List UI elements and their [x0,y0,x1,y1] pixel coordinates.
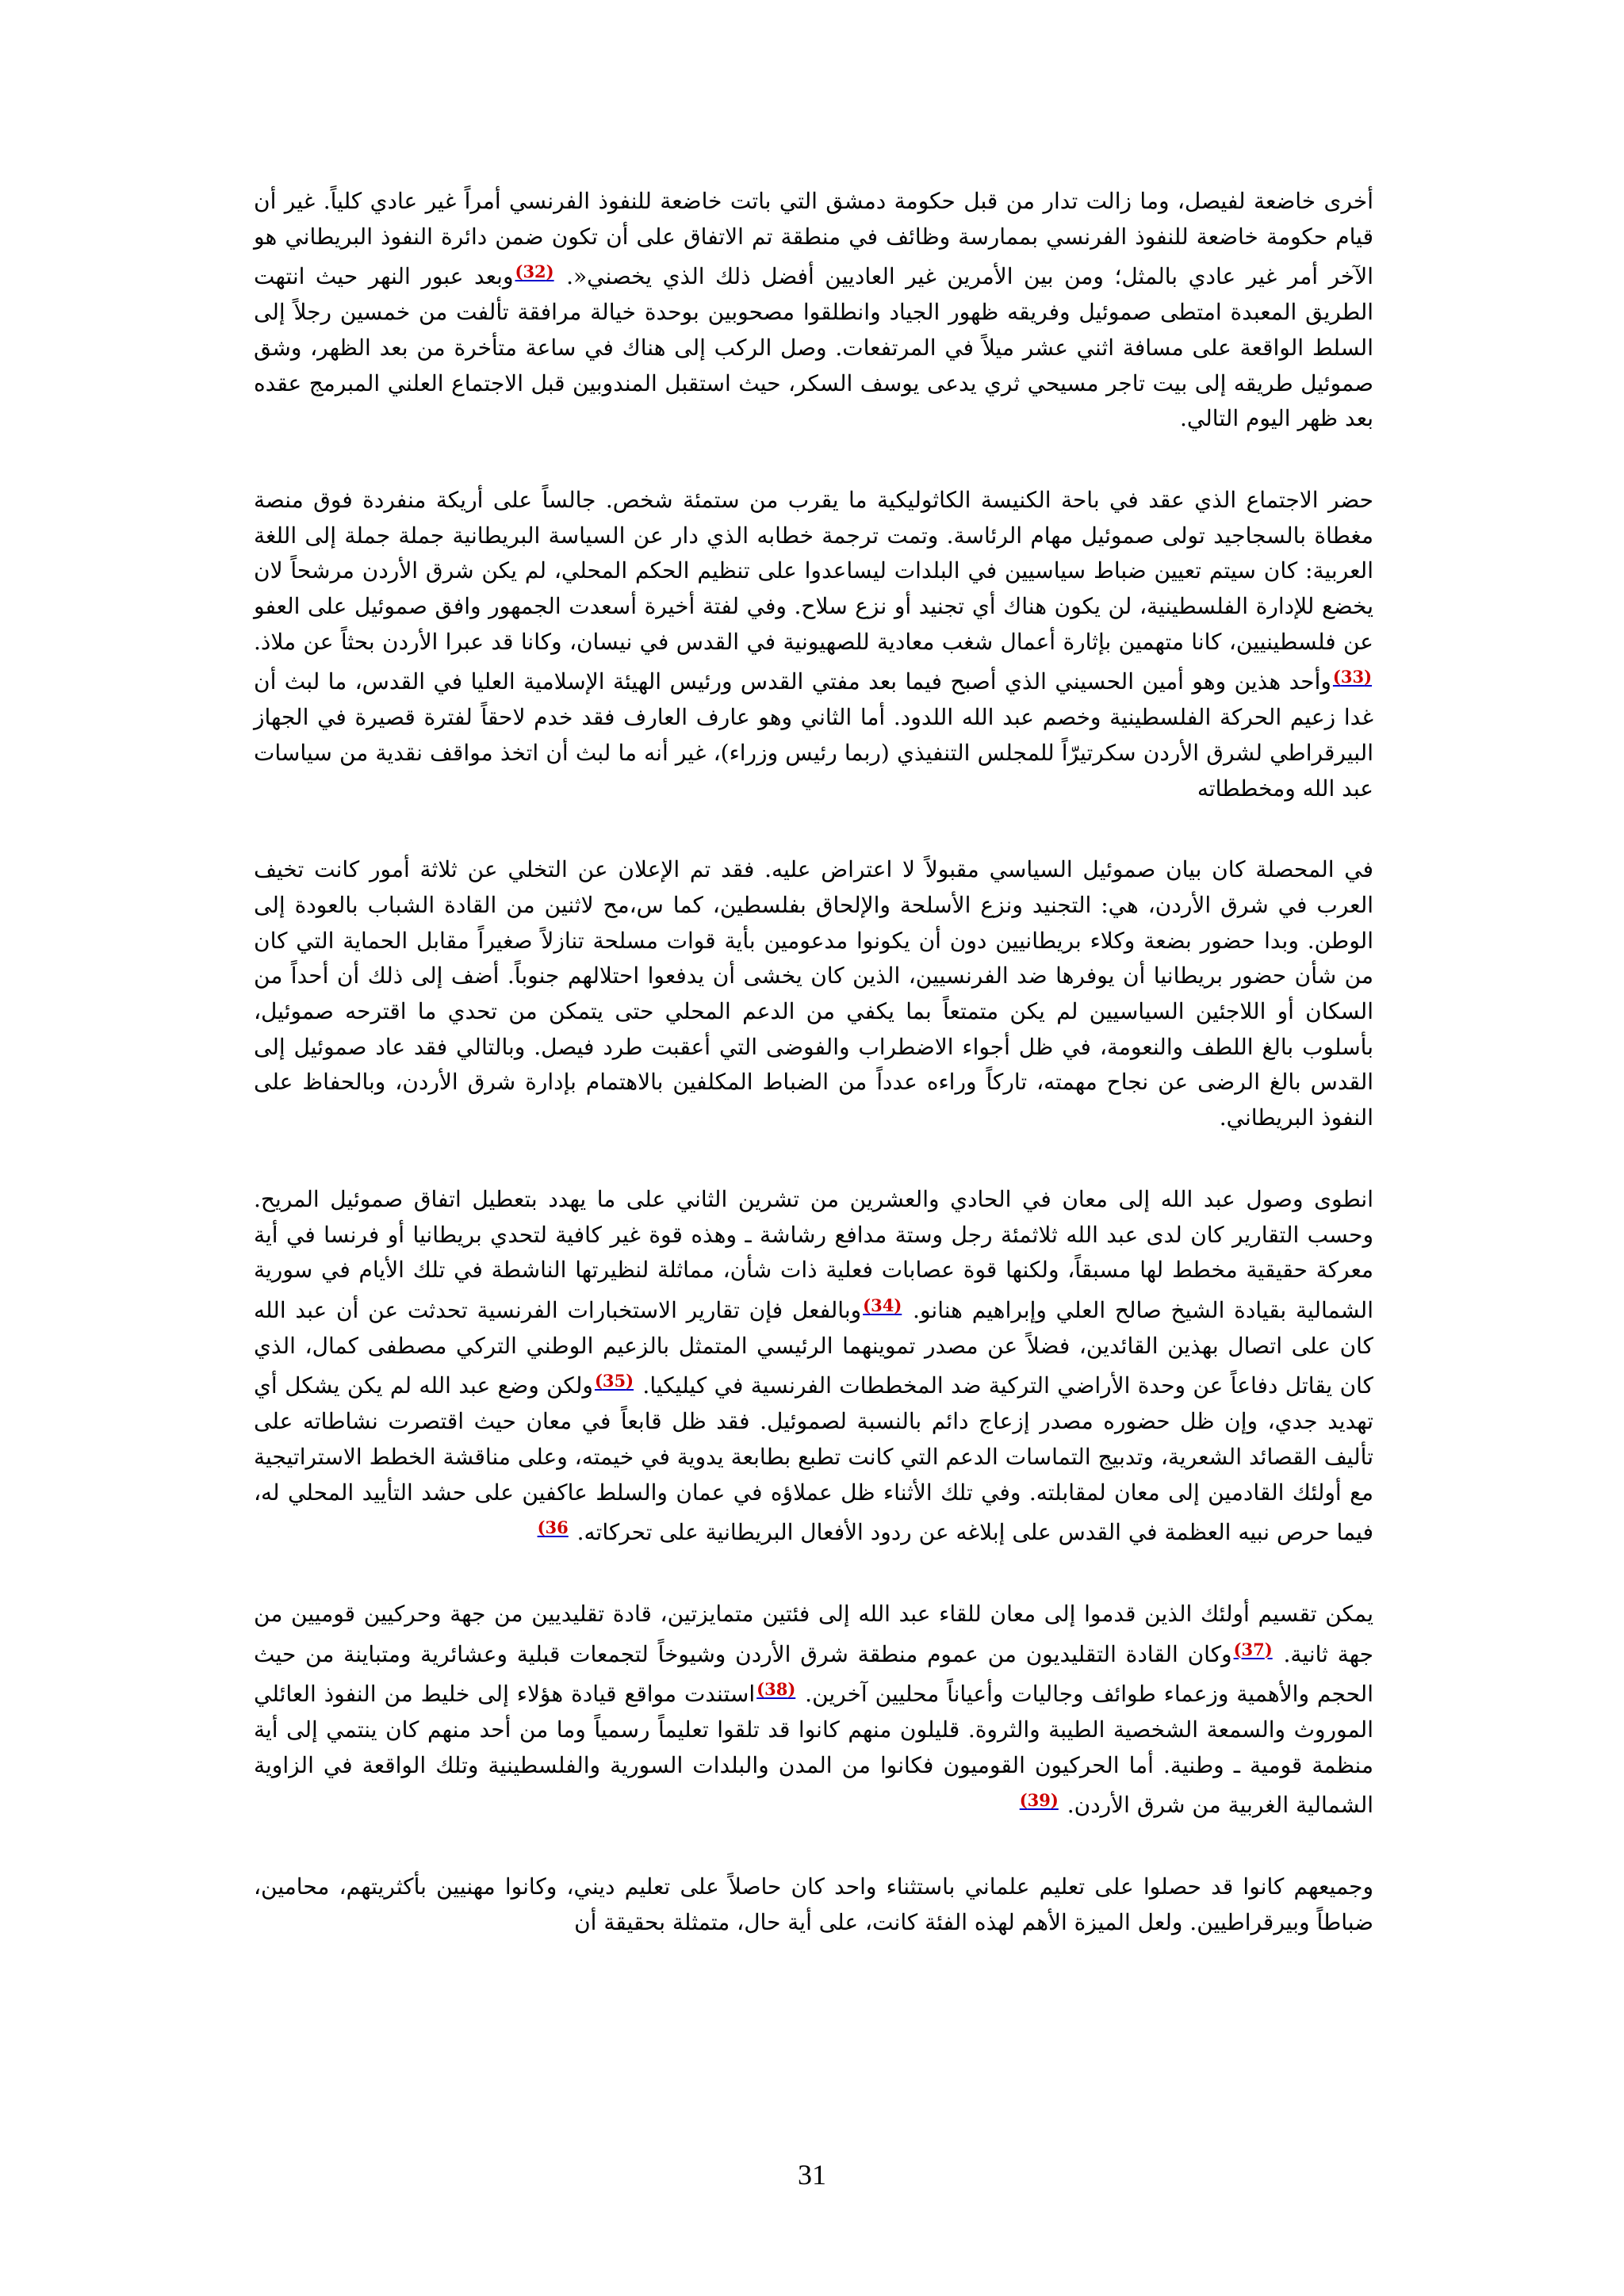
paragraph [254,1597,1373,1823]
paragraph-text: وكان القادة التقليديون من عموم منطقة شرق الأردن وشيوخاً لتجمعات قبلية وعشائرية ومتباينة من حيث الحجم والأهمية وزعماء طوائف وجاليات وأعياناً محليين آخرين. [254,1640,1373,1708]
paragraph-text: في المحصلة كان بيان صموئيل السياسي مقبولاً لا اعتراض عليه. فقد تم الإعلان عن التخلي عن ثلاثة أمور كانت تخيف العرب في شرق الأردن، هي: التجنيد ونزع الأسلحة والإلحاق بفلسطين، كما س،مح لاثنين من القادة الشباب بالعودة إلى الوطن. وبدا حضور بضعة وكلاء بريطانيين دون أن يكونوا مدعومين بأية قوات مسلحة تنازلاً صغيراً مقابل الحماية التي كان من شأن حضور بريطانيا أن يوفرها ضد الفرنسيين، الذين كان يخشى أن يدفعوا احتلالهم جنوباً. أضف إلى ذلك أن أحداً من السكان أو اللاجئين السياسيين لم يكن متمتعاً بما يكفي من الدعم المحلي حتى يتمكن من تحدي ما اقترحه صموئيل، بأسلوب بالغ اللطف والنعومة، في ظل أجواء الاضطراب والفوضى التي أعقبت طرد فيصل. وبالتالي فقد عاد صموئيل إلى القدس بالغ الرضى عن نجاح مهمته، تاركاً وراءه عدداً من الضباط المكلفين بالاهتمام بإدارة شرق الأردن، وبالحفاظ على النفوذ البريطاني. [254,856,1373,1131]
paragraph-text: وبعد عبور النهر حيث انتهت الطريق المعبدة امتطى صموئيل وفريقه ظهور الجياد وانطلقوا مصحوبين بوحدة خيالة مرافقة تألفت من خمسين رجلاً إلى السلط الواقعة على مسافة اثني عشر ميلاً في المرتفعات. وصل الركب إلى هناك في ساعة متأخرة من بعد الظهر، وشق صموئيل طريقه إلى بيت تاجر مسيحي ثري يدعى يوسف السكر، حيث استقبل المندوبين قبل الاجتماع العلني المبرمج عقده بعد ظهر اليوم التالي. [254,263,1373,432]
footnote-reference-link[interactable]: (35) [594,1371,634,1391]
paragraph-text: يمكن تقسيم أولئك الذين قدموا إلى معان للقاء عبد الله إلى فئتين متمايزتين، قادة تقليديين من جهة وحركيين قوميين من جهة ثانية. [254,1600,1373,1667]
paragraph-text: استندت مواقع قيادة هؤلاء إلى خليط من النفوذ العائلي الموروث والسمعة الشخصية الطيبة والثروة. قليلون منهم كانوا قد تلقوا تعليماً رسمياً وما من أحد منهم كان ينتمي إلى أية منظمة قومية ـ وطنية. أما الحركيون القوميون فكانوا من المدن والبلدات السورية والفلسطينية وتلك الواقعة في الزاوية الشمالية الغربية من شرق الأردن. [254,1681,1373,1819]
footnote-reference-link[interactable]: (34) [863,1295,902,1315]
paragraph-text: انطوى وصول عبد الله إلى معان في الحادي والعشرين من تشرين الثاني على ما يهدد بتعطيل اتفاق صموئيل المريح. وحسب التقارير كان لدى عبد الله ثلاثمئة رجل وستة مدافع رشاشة ـ وهذه قوة غير كافية لتحدي بريطانيا أو فرنسا في أية معركة حقيقية مخطط لها مسبقاً، ولكنها قوة عصابات فعلية ذات شأن، مماثلة لنظيرتها الناشطة في تلك الأيام في سورية الشمالية بقيادة الشيخ صالح العلي وإبراهيم هنانو. [254,1185,1373,1323]
footnote-reference-link[interactable]: (33) [1332,667,1372,687]
paragraph-text: وجميعهم كانوا قد حصلوا على تعليم علماني باستثناء واحد كان حاصلاً على تعليم ديني، وكانوا مهنيين بأكثريتهم، محامين، ضباطاً وبيرقراطيين. ولعل الميزة الأهم لهذه الفئة كانت، على أية حال، متمثلة بحقيقة أن [254,1873,1373,1935]
paragraph-text: وبالفعل فإن تقارير الاستخبارات الفرنسية تحدثت عن أن عبد الله كان على اتصال بهذين القائدين، فضلاً عن مصدر تموينهما الرئيسي المتمثل بالزعيم الوطني التركي مصطفى كمال، الذي كان يقاتل دفاعاً عن وحدة الأراضي التركية ضد المخططات الفرنسية في كيليكيا. [254,1296,1373,1399]
paragraph-text: حضر الاجتماع الذي عقد في باحة الكنيسة الكاثوليكية ما يقرب من ستمئة شخص. جالساً على أريكة منفردة فوق منصة مغطاة بالسجاجيد تولى صموئيل مهام الرئاسة. وتمت ترجمة خطابه الذي دار عن السياسة البريطانية جملة جملة إلى اللغة العربية: كان سيتم تعيين ضباط سياسيين في البلدات ليساعدوا على تنظيم الحكم المحلي، لم يكن شرق الأردن مرشحاً لان يخضع للإدارة الفلسطينية، لن يكون هناك أي تجنيد أو نزع سلاح. وفي لفتة أخيرة أسعدت الجمهور وافق صموئيل على العفو عن فلسطينيين، كانا متهمين بإثارة أعمال شغب معادية للصهيونية في القدس في نيسان، وكانا قد عبرا الأردن بحثاً عن ملاذ. [254,486,1373,655]
paragraph [254,1182,1373,1551]
paragraph [254,483,1373,806]
paragraph-text: أخرى خاضعة لفيصل، وما زالت تدار من قبل حكومة دمشق التي باتت خاضعة للنفوذ الفرنسي أمراً غير عادي كلياً. غير أن قيام حكومة خاضعة للنفوذ الفرنسي بممارسة وظائف في منطقة تم الاتفاق على أن تكون ضمن دائرة النفوذ البريطاني هو الآخر أمر غير عادي بالمثل؛ ومن بين الأمرين غير العاديين أفضل ذلك الذي يخصني«. [254,188,1373,290]
paragraph-text: وأحد هذين وهو أمين الحسيني الذي أصبح فيما بعد مفتي القدس ورئيس الهيئة الإسلامية العليا في القدس، ما لبث أن غدا زعيم الحركة الفلسطينية وخصم عبد الله اللدود. أما الثاني وهو عارف العارف فقد خدم لاحقاً لفترة قصيرة في الجهاز البيرقراطي لشرق الأردن سكرتيرّاً للمجلس التنفيذي (ربما رئيس وزراء)، غير أنه ما لبث أن اتخذ مواقف نقدية من سياسات عبد الله ومخططاته [254,668,1373,802]
paragraph [254,1869,1373,1940]
footnote-reference-link[interactable]: (32) [515,262,554,282]
paragraph-text: ولكن وضع عبد الله لم يكن يشكل أي تهديد جدي، وإن ظل حضوره مصدر إزعاج دائم بالنسبة لصموئيل. فقد ظل قابعاً في معان حيث اقتصرت نشاطاته على تأليف القصائد الشعرية، وتدبيج التماسات الدعم التي كانت تطبع بطابعة يدوية في خيمته، وعلى مناقشة الخطط الاستراتيجية مع أولئك القادمين إلى معان لمقابلته. وفي تلك الأثناء ظل عملاؤه في عمان والسلط عاكفين على حشد التأييد المحلي له، فيما حرص نبيه العظمة في القدس على إبلاغه عن ردود الأفعال البريطانية على تحركاته. [254,1372,1373,1546]
body-text-column [254,184,1373,1987]
paragraph [254,852,1373,1136]
footnote-reference-link[interactable]: 36) [537,1517,569,1538]
footnote-reference-link[interactable]: (37) [1233,1639,1273,1659]
page-number: 31 [798,2159,826,2191]
footnote-reference-link[interactable]: (39) [1019,1790,1059,1811]
paragraph [254,184,1373,437]
footnote-reference-link[interactable]: (38) [756,1679,796,1700]
